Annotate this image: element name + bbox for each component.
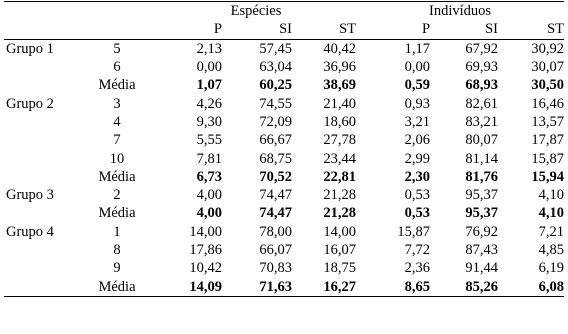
table-cell: 7,81 xyxy=(196,150,222,167)
group-label: Grupo 2 xyxy=(6,95,54,112)
table-cell: 0,53 xyxy=(404,205,431,222)
table-cell: 36,96 xyxy=(323,59,357,76)
table-cell: 3,21 xyxy=(404,113,431,130)
station-label: 9 xyxy=(113,260,121,277)
table-cell: 6,73 xyxy=(196,168,222,185)
table-cell: 80,07 xyxy=(465,132,499,149)
station-label: 5 xyxy=(113,40,121,57)
column-header: P xyxy=(156,20,222,39)
station-label: 4 xyxy=(113,113,121,130)
station-label: 7 xyxy=(113,132,121,149)
group-label xyxy=(4,149,78,167)
table-cell: 0,93 xyxy=(404,95,431,112)
table-cell: 0,00 xyxy=(404,59,431,76)
column-header: ST xyxy=(292,20,356,39)
table-cell: 17,86 xyxy=(189,242,222,258)
table-cell: 38,69 xyxy=(323,77,357,94)
group-label xyxy=(4,204,78,222)
table-cell: 91,44 xyxy=(465,260,499,277)
station-label: 1 xyxy=(113,223,121,240)
column-header: ST xyxy=(498,20,564,39)
table-cell: 6,19 xyxy=(538,260,565,277)
table-cell: 7,72 xyxy=(404,242,431,258)
table-cell: 0,59 xyxy=(404,77,431,94)
table-cell: 18,60 xyxy=(323,113,357,130)
mean-label: Média xyxy=(98,205,136,222)
table-cell: 95,37 xyxy=(465,205,499,222)
table-cell: 15,87 xyxy=(531,150,565,167)
table-row xyxy=(4,259,564,277)
station-label: 8 xyxy=(113,242,121,258)
table-cell: 66,07 xyxy=(259,242,292,258)
table-row-mean xyxy=(4,76,564,94)
super-header-row xyxy=(4,2,564,21)
table-cell: 82,61 xyxy=(465,95,499,112)
mean-label: Média xyxy=(78,277,156,296)
super-header-individuos: Indivíduos xyxy=(356,2,564,21)
table-cell: 14,00 xyxy=(189,223,222,240)
table-cell: 4,00 xyxy=(196,205,222,222)
table-cell: 15,87 xyxy=(397,223,431,240)
table-cell: 8,65 xyxy=(356,277,430,296)
table-cell: 16,07 xyxy=(323,242,357,258)
table-cell: 22,81 xyxy=(323,168,357,185)
table-cell: 67,92 xyxy=(465,40,499,57)
table-cell: 30,50 xyxy=(531,77,565,94)
table-cell: 17,87 xyxy=(531,132,565,149)
table-cell: 4,10 xyxy=(538,187,565,204)
table-row-mean xyxy=(4,204,564,222)
mean-label: Média xyxy=(98,77,136,94)
table-cell: 85,26 xyxy=(430,277,498,296)
table-cell: 63,04 xyxy=(259,59,292,76)
mean-label: Média xyxy=(98,168,136,185)
table-body xyxy=(4,39,564,296)
table-cell: 0,53 xyxy=(404,187,431,204)
table-cell: 21,28 xyxy=(323,187,357,204)
table-row xyxy=(4,149,564,167)
column-header-row xyxy=(4,20,564,39)
table-cell: 4,00 xyxy=(196,187,222,204)
station-label: 3 xyxy=(113,95,121,112)
group-label xyxy=(4,113,78,131)
group-label xyxy=(4,58,78,76)
group-label xyxy=(4,131,78,149)
table-cell: 74,55 xyxy=(259,95,292,112)
table-cell: 30,92 xyxy=(531,40,565,57)
table-cell: 81,14 xyxy=(465,150,499,167)
group-label xyxy=(4,241,78,259)
table-cell: 18,75 xyxy=(323,260,357,277)
table-cell: 69,93 xyxy=(465,59,499,76)
table-cell: 14,09 xyxy=(156,277,222,296)
table-cell: 4,26 xyxy=(196,95,222,112)
table-cell: 87,43 xyxy=(465,242,499,258)
table-cell: 4,85 xyxy=(538,242,565,258)
table-row-mean xyxy=(4,277,564,296)
table-row xyxy=(4,186,564,204)
table-cell: 74,47 xyxy=(259,187,292,204)
column-header: SI xyxy=(430,20,498,39)
table-cell: 70,52 xyxy=(259,168,292,185)
group-label: Grupo 4 xyxy=(6,223,54,240)
table-cell: 57,45 xyxy=(259,40,292,57)
table-cell: 21,40 xyxy=(323,95,357,112)
table-cell: 2,06 xyxy=(404,132,431,149)
table-cell: 4,10 xyxy=(538,205,565,222)
table-cell: 15,94 xyxy=(531,168,565,185)
table-cell: 68,93 xyxy=(465,77,499,94)
table-cell: 83,21 xyxy=(465,113,499,130)
group-label xyxy=(4,259,78,277)
table-row xyxy=(4,94,564,112)
table-cell: 13,57 xyxy=(531,113,565,130)
table-cell: 81,76 xyxy=(465,168,499,185)
data-table xyxy=(4,1,564,297)
station-label: 2 xyxy=(113,187,121,204)
table-cell: 68,75 xyxy=(259,150,292,167)
table-cell: 71,63 xyxy=(222,277,292,296)
table-cell: 2,99 xyxy=(404,150,431,167)
table-row xyxy=(4,241,564,259)
table-cell: 72,09 xyxy=(259,113,292,130)
table-cell: 16,27 xyxy=(292,277,356,296)
table-cell: 10,42 xyxy=(189,260,222,277)
table-cell: 2,13 xyxy=(196,40,222,57)
station-label: 10 xyxy=(109,150,125,167)
table-cell: 16,46 xyxy=(531,95,565,112)
table-cell: 23,44 xyxy=(323,150,357,167)
table-row xyxy=(4,58,564,76)
table-row xyxy=(4,113,564,131)
table-cell: 0,00 xyxy=(196,59,222,76)
table-cell: 2,30 xyxy=(404,168,431,185)
table-cell: 2,36 xyxy=(404,260,431,277)
group-label: Grupo 1 xyxy=(6,40,54,57)
table-cell: 5,55 xyxy=(196,132,222,149)
table-cell: 60,25 xyxy=(259,77,292,94)
table-cell: 76,92 xyxy=(465,223,499,240)
table-row-mean xyxy=(4,168,564,186)
table-cell: 78,00 xyxy=(259,223,292,240)
station-label: 6 xyxy=(113,59,121,76)
group-label: Grupo 3 xyxy=(6,187,54,204)
table-cell: 40,42 xyxy=(323,40,357,57)
table-row xyxy=(4,131,564,149)
column-header: P xyxy=(356,20,430,39)
table-cell: 21,28 xyxy=(323,205,357,222)
table-row xyxy=(4,223,564,241)
table-cell: 14,00 xyxy=(323,223,357,240)
super-header-especies: Espécies xyxy=(156,2,356,21)
table-cell: 95,37 xyxy=(465,187,499,204)
table-cell: 30,07 xyxy=(531,59,565,76)
table-cell: 66,67 xyxy=(259,132,292,149)
group-label xyxy=(4,277,78,296)
table-cell: 27,78 xyxy=(323,132,357,149)
table-cell: 74,47 xyxy=(259,205,292,222)
table-cell: 6,08 xyxy=(498,277,564,296)
table-cell: 1,17 xyxy=(404,40,431,57)
table-row xyxy=(4,39,564,58)
table-cell: 7,21 xyxy=(538,223,565,240)
column-header: SI xyxy=(222,20,292,39)
table-cell: 1,07 xyxy=(196,77,222,94)
group-label xyxy=(4,76,78,94)
table-cell: 9,30 xyxy=(196,113,222,130)
table-cell: 70,83 xyxy=(259,260,292,277)
group-label xyxy=(4,168,78,186)
